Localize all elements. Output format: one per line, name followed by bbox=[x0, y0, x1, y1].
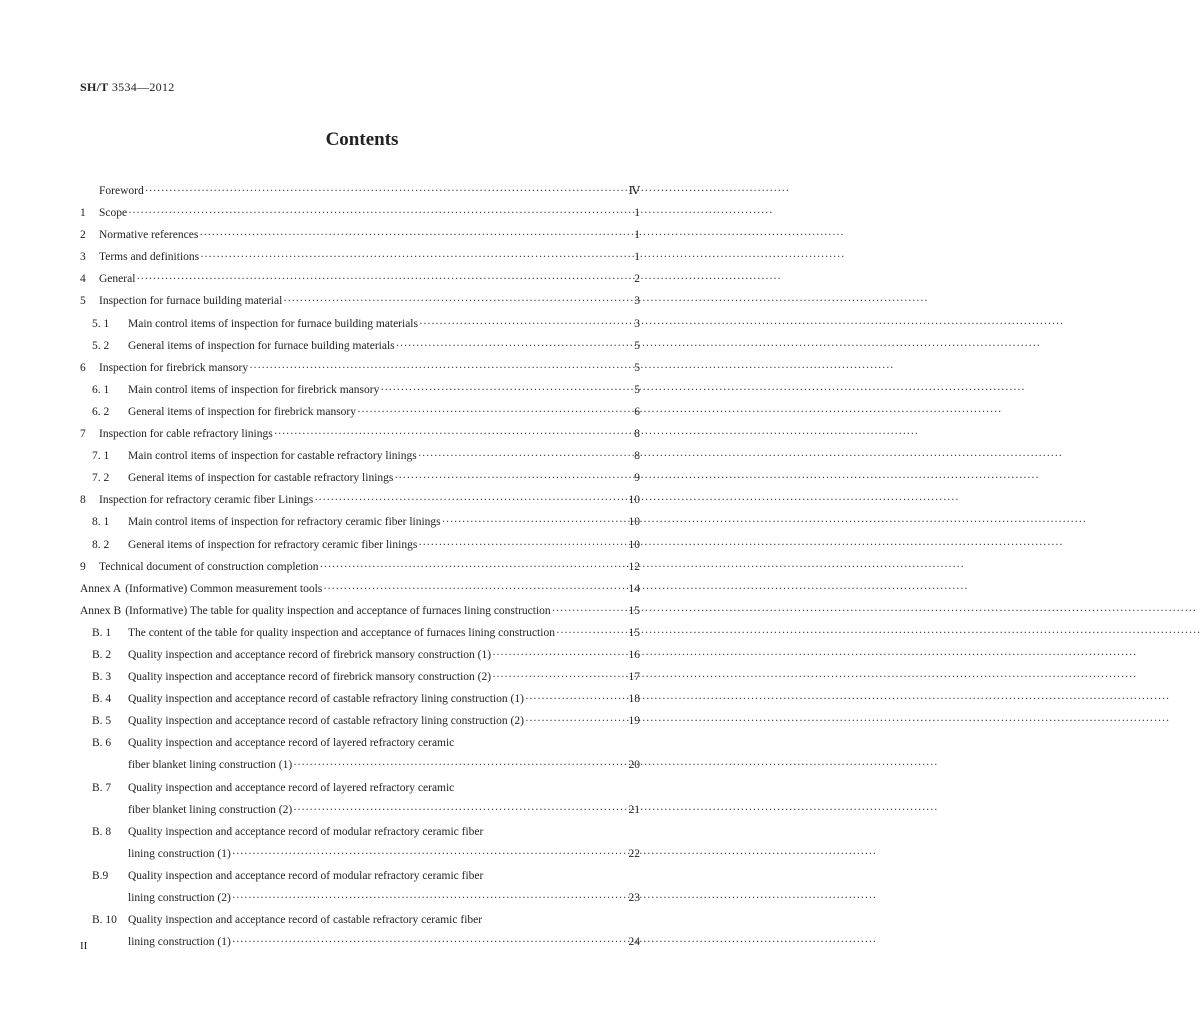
toc-entry-title: Quality inspection and acceptance record of castable refractory lining construction (1) bbox=[128, 693, 524, 706]
toc-entry-number: 1 bbox=[80, 207, 86, 220]
toc-entry-page: 1 bbox=[634, 251, 640, 264]
toc-entry-page: 19 bbox=[628, 715, 640, 728]
toc-entry-number: 5. 1 bbox=[92, 317, 110, 330]
toc-entry-number: 2 bbox=[80, 229, 86, 242]
standard-code bbox=[80, 80, 175, 95]
toc-entry[interactable] bbox=[80, 777, 640, 799]
toc-entry[interactable] bbox=[80, 511, 640, 533]
toc-entry[interactable] bbox=[80, 445, 640, 467]
toc-entry[interactable] bbox=[80, 578, 640, 600]
toc-entry-page: 10 bbox=[628, 516, 640, 529]
toc-entry-number: 5. 2 bbox=[92, 339, 110, 352]
toc-entry-number: 6. 1 bbox=[92, 383, 110, 396]
toc-leader-dots bbox=[396, 335, 634, 357]
table-of-contents bbox=[80, 180, 640, 953]
toc-leader-dots bbox=[200, 246, 633, 268]
toc-entry-number: 9 bbox=[80, 560, 86, 573]
toc-leader-dots bbox=[293, 754, 627, 776]
toc-entry-title: Inspection for refractory ceramic fiber Linings bbox=[99, 494, 314, 507]
toc-entry-title: General items of inspection for refractory ceramic fiber linings bbox=[128, 538, 418, 551]
toc-entry-page: 15 bbox=[628, 626, 640, 639]
toc-entry-number: Annex B bbox=[80, 604, 122, 617]
toc-entry[interactable] bbox=[80, 224, 640, 246]
toc-leader-dots bbox=[232, 887, 628, 909]
toc-entry-title: Quality inspection and acceptance record of layered refractory ceramic bbox=[128, 781, 455, 794]
page-title: Contents bbox=[325, 129, 399, 150]
toc-entry-page: 9 bbox=[634, 472, 640, 485]
toc-entry-number: 7. 1 bbox=[92, 450, 110, 463]
toc-entry-page: 10 bbox=[628, 538, 640, 551]
toc-entry-number: 7. 2 bbox=[92, 472, 110, 485]
toc-entry[interactable] bbox=[80, 666, 640, 688]
toc-entry-number: 8. 1 bbox=[92, 516, 110, 529]
toc-entry-title-continued: lining construction (2) bbox=[128, 892, 231, 904]
toc-entry-title: The content of the table for quality inspection and acceptance of furnaces lining construction bbox=[128, 626, 555, 639]
toc-leader-dots bbox=[552, 600, 628, 622]
toc-entry-number: 5 bbox=[80, 295, 86, 308]
toc-entry-title: Scope bbox=[99, 207, 128, 220]
page-number: II bbox=[80, 940, 88, 952]
toc-entry-page: 18 bbox=[628, 693, 640, 706]
toc-entry[interactable] bbox=[80, 644, 640, 666]
toc-entry-page: 1 bbox=[634, 207, 640, 220]
toc-entry-title: Quality inspection and acceptance record of firebrick mansory construction (1) bbox=[128, 648, 492, 661]
toc-entry-number: B. 10 bbox=[92, 914, 117, 927]
toc-entry[interactable] bbox=[80, 688, 640, 710]
toc-entry-title: Inspection for firebrick mansory bbox=[99, 361, 249, 374]
toc-entry-title-continued: fiber blanket lining construction (1) bbox=[128, 759, 293, 772]
toc-entry-title: Main control items of inspection for furnace building materials bbox=[128, 317, 418, 330]
toc-entry-number: 8. 2 bbox=[92, 538, 110, 551]
toc-leader-dots bbox=[314, 489, 627, 511]
toc-entry-page: 1 bbox=[634, 229, 640, 242]
toc-leader-dots bbox=[320, 556, 628, 578]
toc-entry-number: 4 bbox=[80, 273, 86, 286]
toc-leader-dots bbox=[492, 644, 627, 666]
toc-entry-title: Foreword bbox=[99, 185, 144, 197]
toc-entry[interactable] bbox=[80, 180, 640, 202]
toc-entry-title: Main control items of inspection for castable refractory linings bbox=[128, 450, 417, 463]
toc-entry-title: Quality inspection and acceptance record of layered refractory ceramic bbox=[128, 737, 455, 750]
toc-entry-page: 23 bbox=[628, 892, 640, 904]
toc-entry[interactable] bbox=[80, 489, 640, 511]
toc-leader-dots bbox=[419, 313, 633, 335]
toc-leader-dots bbox=[357, 401, 633, 423]
toc-entry-page: 3 bbox=[634, 317, 640, 330]
toc-entry-title: General items of inspection for firebrick mansory bbox=[128, 405, 357, 418]
standard-number: 3534—2012 bbox=[111, 80, 175, 94]
toc-entry-page: 6 bbox=[634, 405, 640, 418]
toc-entry[interactable] bbox=[80, 600, 640, 622]
toc-entry-number: Annex A bbox=[80, 582, 122, 595]
toc-entry-page: 10 bbox=[628, 494, 640, 507]
toc-leader-dots bbox=[293, 799, 627, 821]
toc-entry-title: Quality inspection and acceptance record of modular refractory ceramic fiber bbox=[128, 869, 484, 882]
toc-entry[interactable] bbox=[80, 467, 640, 489]
toc-entry-title-continued: fiber blanket lining construction (2) bbox=[128, 803, 293, 816]
toc-leader-dots bbox=[136, 268, 633, 290]
toc-entry-page: 16 bbox=[628, 648, 640, 661]
toc-leader-dots bbox=[442, 511, 628, 533]
toc-entry-page: 15 bbox=[628, 604, 640, 617]
toc-entry-title: Technical document of construction completion bbox=[99, 560, 319, 573]
toc-entry-number: B. 5 bbox=[92, 715, 112, 728]
toc-entry-number: B. 1 bbox=[92, 626, 112, 639]
toc-entry-title: Inspection for cable refractory linings bbox=[99, 428, 273, 441]
toc-entry-number: B. 7 bbox=[92, 781, 112, 794]
toc-entry-title: Terms and definitions bbox=[99, 251, 200, 264]
toc-entry[interactable] bbox=[80, 732, 640, 754]
toc-entry-number: 3 bbox=[80, 251, 86, 264]
toc-entry-number: 8 bbox=[80, 494, 86, 507]
toc-entry-title: Main control items of inspection for firebrick mansory bbox=[128, 383, 380, 396]
toc-entry-page: 8 bbox=[634, 428, 640, 441]
toc-entry[interactable] bbox=[80, 909, 640, 931]
toc-entry[interactable] bbox=[80, 290, 640, 312]
toc-entry[interactable] bbox=[80, 335, 640, 357]
toc-entry-page: 24 bbox=[628, 936, 640, 949]
toc-entry-number: B. 2 bbox=[92, 648, 112, 661]
toc-entry-title: Inspection for furnace building material bbox=[99, 295, 283, 308]
toc-entry-title: Quality inspection and acceptance record of firebrick mansory construction (2) bbox=[128, 671, 492, 684]
toc-leader-dots bbox=[394, 467, 633, 489]
toc-leader-dots bbox=[323, 578, 627, 600]
toc-leader-dots bbox=[199, 224, 633, 246]
toc-entry[interactable] bbox=[80, 423, 640, 445]
toc-leader-dots bbox=[145, 180, 628, 202]
toc-leader-dots bbox=[128, 202, 633, 224]
toc-entry-title: (Informative) Common measurement tools bbox=[125, 582, 323, 595]
toc-leader-dots bbox=[492, 666, 627, 688]
toc-entry[interactable] bbox=[80, 268, 640, 290]
toc-entry-page: 5 bbox=[634, 361, 640, 374]
toc-entry-title: (Informative) The table for quality inspection and acceptance of furnaces lining construction bbox=[125, 604, 551, 617]
toc-entry[interactable] bbox=[80, 246, 640, 268]
toc-entry[interactable] bbox=[80, 379, 640, 401]
toc-leader-dots bbox=[232, 843, 628, 865]
toc-entry-title: Normative references bbox=[99, 229, 199, 242]
toc-entry-title: Quality inspection and acceptance record of castable refractory lining construction (2) bbox=[128, 715, 524, 728]
toc-entry-page: 2 bbox=[634, 273, 640, 286]
toc-entry-title: Quality inspection and acceptance record of castable refractory ceramic fiber bbox=[128, 914, 483, 927]
toc-entry[interactable] bbox=[80, 401, 640, 423]
toc-leader-dots bbox=[274, 423, 634, 445]
toc-entry[interactable] bbox=[80, 556, 640, 578]
toc-leader-dots bbox=[283, 290, 633, 312]
toc-entry-title: General bbox=[99, 273, 136, 286]
toc-entry[interactable] bbox=[80, 202, 640, 224]
toc-entry-continuation[interactable] bbox=[80, 799, 640, 821]
toc-entry-page: 3 bbox=[634, 295, 640, 308]
toc-leader-dots bbox=[556, 622, 628, 644]
toc-entry-number: 7 bbox=[80, 428, 86, 441]
toc-leader-dots bbox=[232, 931, 628, 953]
toc-entry-page: 5 bbox=[634, 383, 640, 396]
toc-entry-number: B.9 bbox=[92, 869, 109, 882]
toc-entry[interactable] bbox=[80, 357, 640, 379]
toc-entry-continuation[interactable] bbox=[80, 931, 640, 953]
toc-leader-dots bbox=[525, 710, 628, 732]
toc-entry-page: 5 bbox=[634, 339, 640, 352]
toc-entry[interactable] bbox=[80, 313, 640, 335]
toc-entry-page: 14 bbox=[628, 582, 640, 595]
toc-entry-title: Main control items of inspection for refractory ceramic fiber linings bbox=[128, 516, 441, 529]
toc-entry-title-continued: lining construction (1) bbox=[128, 847, 231, 860]
toc-entry-number: 6. 2 bbox=[92, 405, 110, 418]
toc-leader-dots bbox=[249, 357, 633, 379]
toc-entry-page: Ⅳ bbox=[628, 185, 640, 197]
toc-entry-page: 8 bbox=[634, 450, 640, 463]
toc-entry-title: Quality inspection and acceptance record of modular refractory ceramic fiber bbox=[128, 825, 484, 838]
standard-prefix: SH/T bbox=[80, 80, 109, 94]
toc-entry[interactable] bbox=[80, 821, 640, 843]
toc-entry-page: 22 bbox=[628, 847, 640, 860]
toc-leader-dots bbox=[380, 379, 633, 401]
toc-leader-dots bbox=[418, 534, 627, 556]
toc-entry-number: 6 bbox=[80, 361, 86, 374]
toc-entry[interactable] bbox=[80, 865, 640, 887]
toc-entry[interactable] bbox=[80, 534, 640, 556]
toc-entry-number: B. 4 bbox=[92, 693, 112, 706]
toc-entry[interactable] bbox=[80, 710, 640, 732]
toc-entry-number: B. 3 bbox=[92, 671, 112, 684]
toc-entry-title: General items of inspection for furnace building materials bbox=[128, 339, 395, 352]
toc-entry[interactable] bbox=[80, 622, 640, 644]
toc-entry-continuation[interactable] bbox=[80, 887, 640, 909]
toc-leader-dots bbox=[418, 445, 634, 467]
toc-entry-title: General items of inspection for castable refractory linings bbox=[128, 472, 394, 485]
toc-entry-title-continued: lining construction (1) bbox=[128, 936, 231, 949]
toc-entry-continuation[interactable] bbox=[80, 843, 640, 865]
toc-entry-number: B. 6 bbox=[92, 737, 112, 750]
toc-entry-page: 21 bbox=[628, 803, 640, 816]
toc-entry-page: 17 bbox=[628, 671, 640, 684]
toc-entry-number: B. 8 bbox=[92, 825, 112, 838]
toc-entry-page: 20 bbox=[628, 759, 640, 772]
toc-entry-page: 12 bbox=[628, 560, 640, 573]
toc-entry-continuation[interactable] bbox=[80, 754, 640, 776]
toc-leader-dots bbox=[525, 688, 628, 710]
